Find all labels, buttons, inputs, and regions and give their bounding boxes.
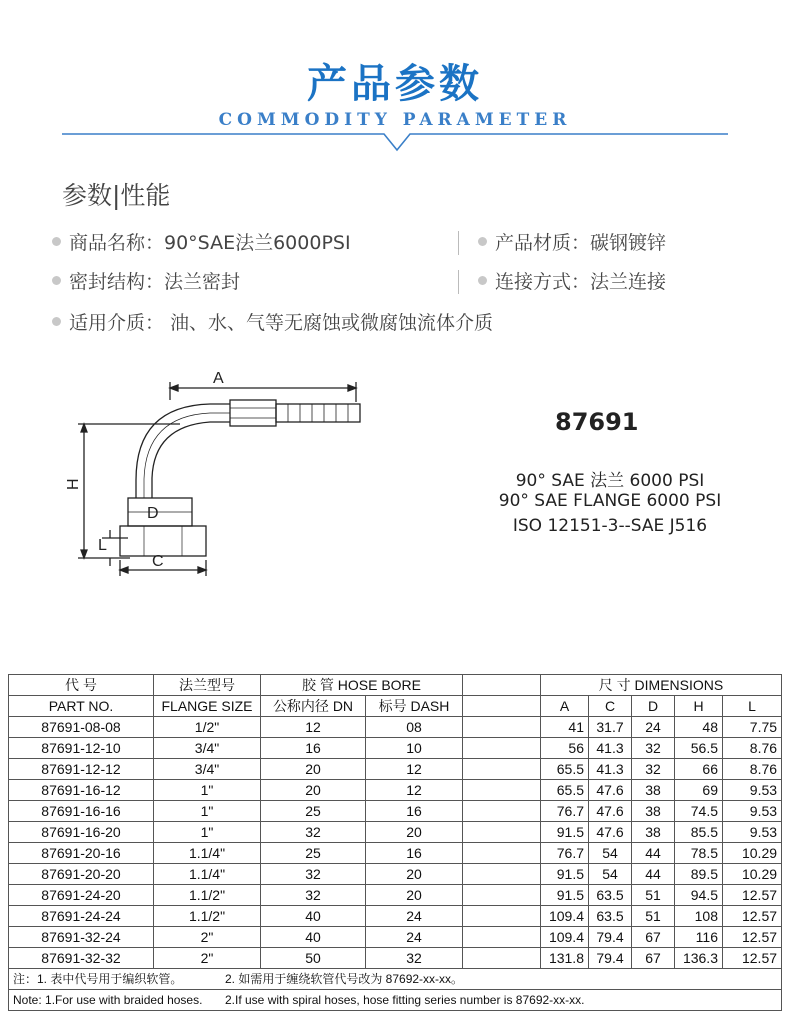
bullet-dot: [52, 317, 61, 326]
table-cell: 25: [261, 843, 366, 864]
note-text: 注：1. 表中代号用于编织软管。: [13, 972, 183, 986]
page-subtitle: COMMODITY PARAMETER: [218, 110, 572, 130]
table-cell: 63.5: [589, 906, 632, 927]
header-d: D: [632, 696, 675, 717]
dimensions-table: [8, 674, 782, 1011]
table-row: [9, 759, 782, 780]
bullet-dot: [52, 237, 61, 246]
row-spacer: [463, 822, 541, 843]
table-cell: 41: [541, 717, 589, 738]
header-flange-size: FLANGE SIZE: [154, 696, 261, 717]
table-row: [9, 885, 782, 906]
table-cell: 32: [632, 738, 675, 759]
table-cell: 31.7: [589, 717, 632, 738]
table-cell: 1": [154, 780, 261, 801]
row-spacer: [463, 864, 541, 885]
spec-line: ISO 12151-3--SAE J516: [512, 516, 708, 536]
table-cell: 9.53: [723, 801, 782, 822]
table-cell: 8.76: [723, 738, 782, 759]
header-hose-bore: 胶 管 HOSE BORE: [261, 675, 463, 696]
row-spacer: [463, 948, 541, 969]
table-cell: 20: [261, 780, 366, 801]
property-text: 密封结构：法兰密封: [69, 271, 241, 293]
table-cell: 24: [632, 717, 675, 738]
table-cell: 32: [261, 885, 366, 906]
table-cell: 12: [366, 759, 463, 780]
table-cell: 76.7: [541, 801, 589, 822]
table-cell: 47.6: [589, 780, 632, 801]
table-cell: 16: [366, 801, 463, 822]
table-cell: 94.5: [675, 885, 723, 906]
header-c: C: [589, 696, 632, 717]
bullet-dot: [52, 276, 61, 285]
table-cell: 38: [632, 822, 675, 843]
table-cell: 87691-16-12: [9, 780, 154, 801]
table-cell: 89.5: [675, 864, 723, 885]
table-row: [9, 906, 782, 927]
property-text: 产品材质：碳钢镀锌: [495, 232, 667, 254]
table-cell: 87691-32-24: [9, 927, 154, 948]
row-spacer: [463, 801, 541, 822]
table-row: [9, 927, 782, 948]
table-row: [9, 801, 782, 822]
table-cell: 136.3: [675, 948, 723, 969]
table-cell: 74.5: [675, 801, 723, 822]
table-cell: 16: [261, 738, 366, 759]
property-connection: [478, 267, 666, 294]
table-row: [9, 780, 782, 801]
table-header-row: [9, 696, 782, 717]
table-cell: 08: [366, 717, 463, 738]
row-spacer: [463, 885, 541, 906]
table-cell: 78.5: [675, 843, 723, 864]
table-row: [9, 738, 782, 759]
row-spacer: [463, 843, 541, 864]
table-cell: 12.57: [723, 948, 782, 969]
table-cell: 2": [154, 927, 261, 948]
table-cell: 1": [154, 822, 261, 843]
table-row: [9, 948, 782, 969]
table-cell: 79.4: [589, 948, 632, 969]
table-cell: 9.53: [723, 822, 782, 843]
table-cell: 87691-20-20: [9, 864, 154, 885]
note-row: [9, 969, 782, 990]
model-code: 87691: [555, 408, 639, 436]
table-cell: 1.1/2": [154, 885, 261, 906]
property-separator: [458, 270, 459, 294]
dim-label-h: H: [65, 478, 82, 490]
table-cell: 12: [261, 717, 366, 738]
table-cell: 3/4": [154, 738, 261, 759]
row-spacer: [463, 927, 541, 948]
table-cell: 54: [589, 864, 632, 885]
table-cell: 1/2": [154, 717, 261, 738]
table-cell: 12: [366, 780, 463, 801]
fitting-drawing: [60, 360, 380, 590]
table-body: [9, 717, 782, 969]
note-text: 2.If use with spiral hoses, hose fitting series number is 87692-xx-xx.: [225, 993, 585, 1007]
table-cell: 40: [261, 906, 366, 927]
table-cell: 44: [632, 843, 675, 864]
note-text: 2. 如需用于缠绕软管代号改为 87692-xx-xx。: [225, 972, 464, 986]
table-cell: 51: [632, 885, 675, 906]
table-cell: 32: [366, 948, 463, 969]
property-separator: [458, 231, 459, 255]
table-cell: 8.76: [723, 759, 782, 780]
header-flange-cn: 法兰型号: [154, 675, 261, 696]
table-cell: 32: [261, 864, 366, 885]
table-cell: 91.5: [541, 885, 589, 906]
table-cell: 87691-12-12: [9, 759, 154, 780]
row-spacer: [463, 759, 541, 780]
note-row: [9, 990, 782, 1011]
table-cell: 67: [632, 948, 675, 969]
table-row: [9, 843, 782, 864]
table-cell: 116: [675, 927, 723, 948]
table-cell: 20: [366, 864, 463, 885]
header-a: A: [541, 696, 589, 717]
table-cell: 32: [632, 759, 675, 780]
table-cell: 56: [541, 738, 589, 759]
table-cell: 66: [675, 759, 723, 780]
table-cell: 87691-32-32: [9, 948, 154, 969]
table-cell: 40: [261, 927, 366, 948]
table-cell: 10: [366, 738, 463, 759]
table-cell: 3/4": [154, 759, 261, 780]
header-code-cn: 代 号: [9, 675, 154, 696]
table-cell: 63.5: [589, 885, 632, 906]
note-text: Note: 1.For use with braided hoses.: [13, 993, 203, 1007]
header-h: H: [675, 696, 723, 717]
property-material: [478, 228, 666, 255]
table-cell: 87691-16-20: [9, 822, 154, 843]
table-cell: 38: [632, 780, 675, 801]
table-cell: 10.29: [723, 843, 782, 864]
property-text: 适用介质： 油、水、气等无腐蚀或微腐蚀流体介质: [69, 312, 494, 334]
table-cell: 87691-16-16: [9, 801, 154, 822]
header-dimensions: 尺 寸 DIMENSIONS: [541, 675, 782, 696]
table-cell: 48: [675, 717, 723, 738]
table-cell: 12.57: [723, 906, 782, 927]
property-seal-structure: [52, 267, 240, 294]
row-spacer: [463, 738, 541, 759]
table-cell: 87691-24-24: [9, 906, 154, 927]
table-cell: 44: [632, 864, 675, 885]
header-spacer: [463, 696, 541, 717]
note-en: [9, 990, 782, 1011]
header-part-no: PART NO.: [9, 696, 154, 717]
table-row: [9, 822, 782, 843]
table-cell: 41.3: [589, 759, 632, 780]
table-cell: 51: [632, 906, 675, 927]
table-cell: 87691-08-08: [9, 717, 154, 738]
table-cell: 56.5: [675, 738, 723, 759]
table-cell: 91.5: [541, 864, 589, 885]
table-cell: 65.5: [541, 780, 589, 801]
row-spacer: [463, 906, 541, 927]
spec-line: 90° SAE 法兰 6000 PSI: [515, 471, 705, 491]
table-cell: 69: [675, 780, 723, 801]
table-row: [9, 717, 782, 738]
property-product-name: [52, 228, 351, 255]
dim-label-c: C: [152, 553, 164, 570]
table-cell: 50: [261, 948, 366, 969]
table-cell: 24: [366, 906, 463, 927]
table-cell: 12.57: [723, 885, 782, 906]
table-cell: 7.75: [723, 717, 782, 738]
table-cell: 10.29: [723, 864, 782, 885]
table-cell: 109.4: [541, 927, 589, 948]
header-dn: 公称内径 DN: [261, 696, 366, 717]
dim-label-d: D: [147, 505, 159, 522]
property-medium: [52, 308, 493, 335]
table-cell: 109.4: [541, 906, 589, 927]
table-cell: 12.57: [723, 927, 782, 948]
dim-label-l: L: [98, 537, 107, 554]
table-cell: 54: [589, 843, 632, 864]
table-header-row: [9, 675, 782, 696]
bullet-dot: [478, 237, 487, 246]
header-spacer: [463, 675, 541, 696]
table-cell: 47.6: [589, 822, 632, 843]
table-cell: 1": [154, 801, 261, 822]
section-heading: 参数|性能: [62, 181, 171, 210]
table-cell: 85.5: [675, 822, 723, 843]
table-cell: 87691-20-16: [9, 843, 154, 864]
property-text: 连接方式：法兰连接: [495, 271, 667, 293]
dim-label-a: A: [213, 370, 224, 387]
table-cell: 131.8: [541, 948, 589, 969]
table-cell: 20: [366, 885, 463, 906]
table-row: [9, 864, 782, 885]
row-spacer: [463, 717, 541, 738]
header-dash: 标号 DASH: [366, 696, 463, 717]
table-cell: 41.3: [589, 738, 632, 759]
table-cell: 20: [366, 822, 463, 843]
table-cell: 67: [632, 927, 675, 948]
bullet-dot: [478, 276, 487, 285]
row-spacer: [463, 780, 541, 801]
table-cell: 79.4: [589, 927, 632, 948]
table-cell: 91.5: [541, 822, 589, 843]
title-divider: [0, 128, 790, 158]
property-text: 商品名称：90°SAE法兰6000PSI: [69, 232, 351, 254]
spec-line: 90° SAE FLANGE 6000 PSI: [498, 491, 722, 511]
table-cell: 65.5: [541, 759, 589, 780]
table-cell: 87691-24-20: [9, 885, 154, 906]
table-cell: 38: [632, 801, 675, 822]
table-cell: 24: [366, 927, 463, 948]
table-cell: 1.1/4": [154, 843, 261, 864]
header-l: L: [723, 696, 782, 717]
table-cell: 1.1/4": [154, 864, 261, 885]
table-cell: 16: [366, 843, 463, 864]
table-cell: 87691-12-10: [9, 738, 154, 759]
table-cell: 76.7: [541, 843, 589, 864]
table-cell: 47.6: [589, 801, 632, 822]
table-cell: 1.1/2": [154, 906, 261, 927]
table-cell: 9.53: [723, 780, 782, 801]
table-cell: 2": [154, 948, 261, 969]
table-cell: 108: [675, 906, 723, 927]
table-cell: 32: [261, 822, 366, 843]
table-cell: 25: [261, 801, 366, 822]
table-cell: 20: [261, 759, 366, 780]
note-cn: [9, 969, 782, 990]
page-title: 产品参数: [307, 61, 483, 107]
